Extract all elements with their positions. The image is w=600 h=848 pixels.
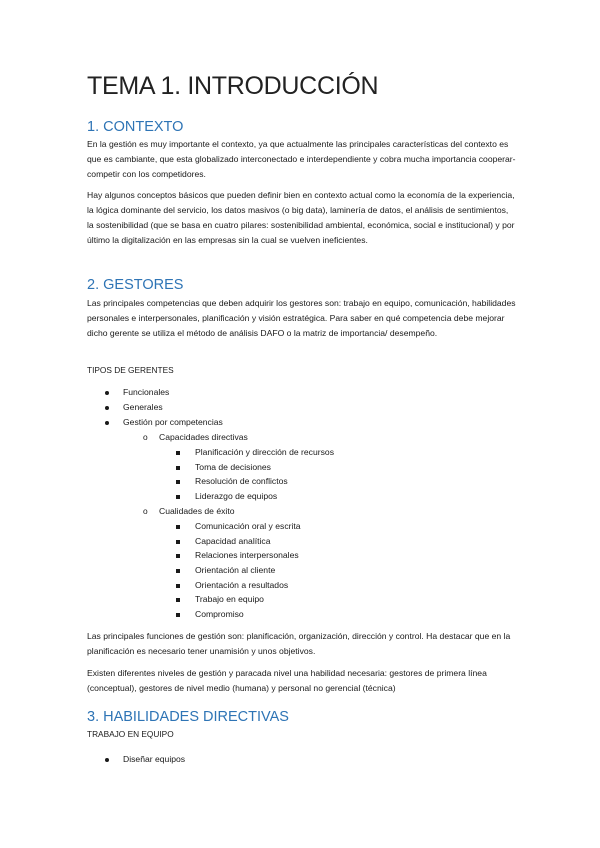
section-heading-habilidades: 3. HABILIDADES DIRECTIVAS [87,709,289,725]
bullet-marker [176,495,180,499]
bullet-marker [176,569,180,573]
list-item: Orientación a resultados [195,580,289,590]
list-item: Funcionales [123,387,170,397]
list-item: Orientación al cliente [195,565,276,575]
list-item: Capacidades directivas [159,432,248,442]
list-item: Trabajo en equipo [195,594,264,604]
sub-bullet-marker: o [143,432,148,442]
page-title: TEMA 1. INTRODUCCIÓN [87,72,379,100]
bullet-marker [105,758,109,762]
paragraph: Hay algunos conceptos básicos que pueden definir bien en contexto actual como la economía de la experiencia, la lógica dominante del servicio, los datos masivos (o big data), laminería de datos, el análisis de sentimientos, la sostenibilidad (que se basa en cuatro pilares: sostenibilidad ambiental, económica, social e institucional) y por último la digitalización en las empresas sin la cual se vuelven ineficientes. [87,190,515,245]
list-item: Planificación y dirección de recursos [195,447,334,457]
list-item: Gestión por competencias [123,417,223,427]
paragraph: En la gestión es muy importante el contexto, ya que actualmente las principales características del contexto es que es cambiante, que esta globalizado interconectado e interdependiente y cobra mucha importancia cooperar-competir con los competidores. [87,139,516,179]
list-item: Diseñar equipos [123,754,186,764]
bullet-marker [105,421,109,425]
list-item: Generales [123,402,163,412]
section-heading-contexto: 1. CONTEXTO [87,119,184,135]
bullet-marker [176,451,180,455]
bullet-marker [176,584,180,588]
list-item: Resolución de conflictos [195,476,288,486]
list-item: Comunicación oral y escrita [195,521,301,531]
bullet-marker [176,554,180,558]
list-item: Liderazgo de equipos [195,491,278,501]
section-heading-gestores: 2. GESTORES [87,277,184,293]
list-item: Cualidades de éxito [159,506,235,516]
paragraph: Las principales competencias que deben adquirir los gestores son: trabajo en equipo, comunicación, habilidades personales e interpersonales, planificación y visión estratégica. Para saber en qué competencia debe mejorar dicho gerente se utiliza el método de análisis DAFO o la matriz de importancia/ desempeño. [87,298,516,338]
bullet-marker [176,613,180,617]
bullet-marker [176,480,180,484]
bullet-marker [105,391,109,395]
bullet-marker [176,540,180,544]
paragraph: Existen diferentes niveles de gestión y paracada nivel una habilidad necesaria: gestores de primera línea (conceptual), gestores de nivel medio (humana) y personal no gerencial (técnica) [87,668,487,693]
list-item: Relaciones interpersonales [195,550,299,560]
list-caption: TRABAJO EN EQUIPO [87,729,174,739]
bullet-marker [176,525,180,529]
bullet-marker [176,598,180,602]
bullet-marker [105,406,109,410]
list-item: Capacidad analítica [195,536,271,546]
sub-bullet-marker: o [143,506,148,516]
bullet-marker [176,466,180,470]
list-item: Compromiso [195,609,244,619]
list-caption: TIPOS DE GERENTES [87,365,174,375]
list-item: Toma de decisiones [195,462,271,472]
paragraph: Las principales funciones de gestión son: planificación, organización, dirección y control. Ha destacar que en la planificación es necesario tener unamisión y unos objetivos. [87,631,511,656]
